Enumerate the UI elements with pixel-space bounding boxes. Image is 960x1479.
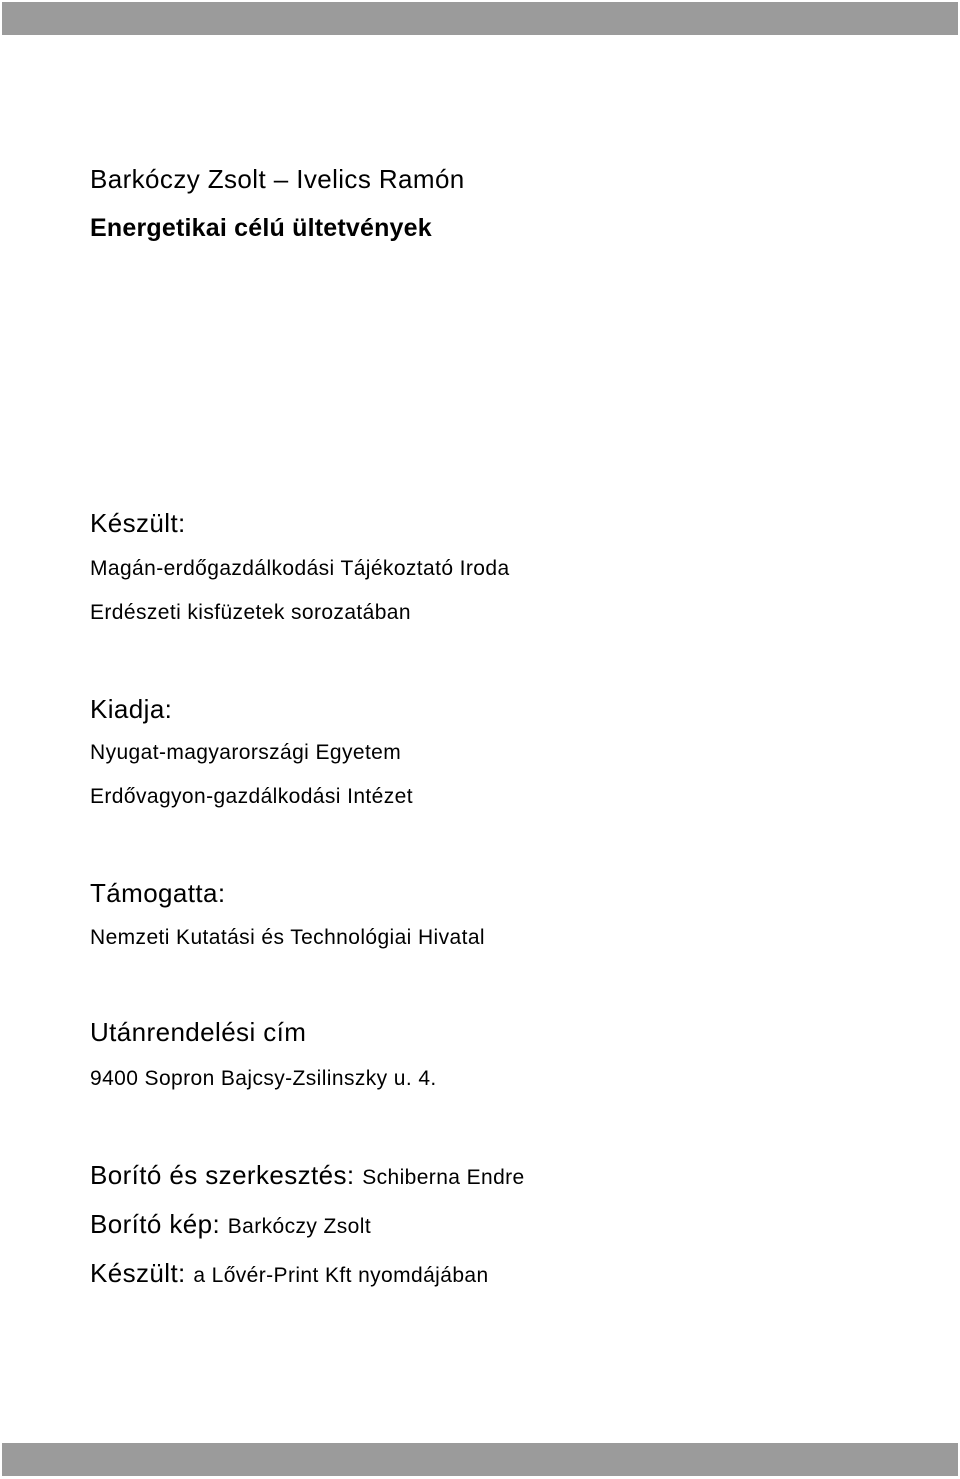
reorder-label: Utánrendelési cím [90,1017,307,1047]
credit-printing [90,1258,489,1289]
supported-line-1: Nemzeti Kutatási és Technológiai Hivatal [90,926,485,949]
prepared-line-1: Magán-erdőgazdálkodási Tájékoztató Iroda [90,557,510,580]
publisher-label: Kiadja: [90,694,173,724]
bottom-gray-bar [2,1443,958,1476]
credit-value: Barkóczy Zsolt [227,1215,372,1238]
top-gray-bar [2,2,958,35]
credit-label: Borító kép: [90,1209,221,1239]
credit-value: a Lővér-Print Kft nyomdájában [193,1264,489,1287]
authors: Barkóczy Zsolt – Ivelics Ramón [90,164,465,194]
reorder-address: 9400 Sopron Bajcsy-Zsilinszky u. 4. [90,1067,437,1090]
credit-cover-image [90,1209,371,1240]
credit-cover-editing [90,1160,525,1191]
book-title: Energetikai célú ültetvények [90,214,432,242]
credit-label: Borító és szerkesztés: [90,1160,355,1190]
supported-label: Támogatta: [90,878,226,908]
credit-label: Készült: [90,1258,186,1288]
publisher-line-2: Erdővagyon-gazdálkodási Intézet [90,785,413,808]
prepared-line-2: Erdészeti kisfüzetek sorozatában [90,601,411,624]
publisher-line-1: Nyugat-magyarországi Egyetem [90,741,402,764]
prepared-label: Készült: [90,508,186,538]
credit-value: Schiberna Endre [362,1166,525,1189]
